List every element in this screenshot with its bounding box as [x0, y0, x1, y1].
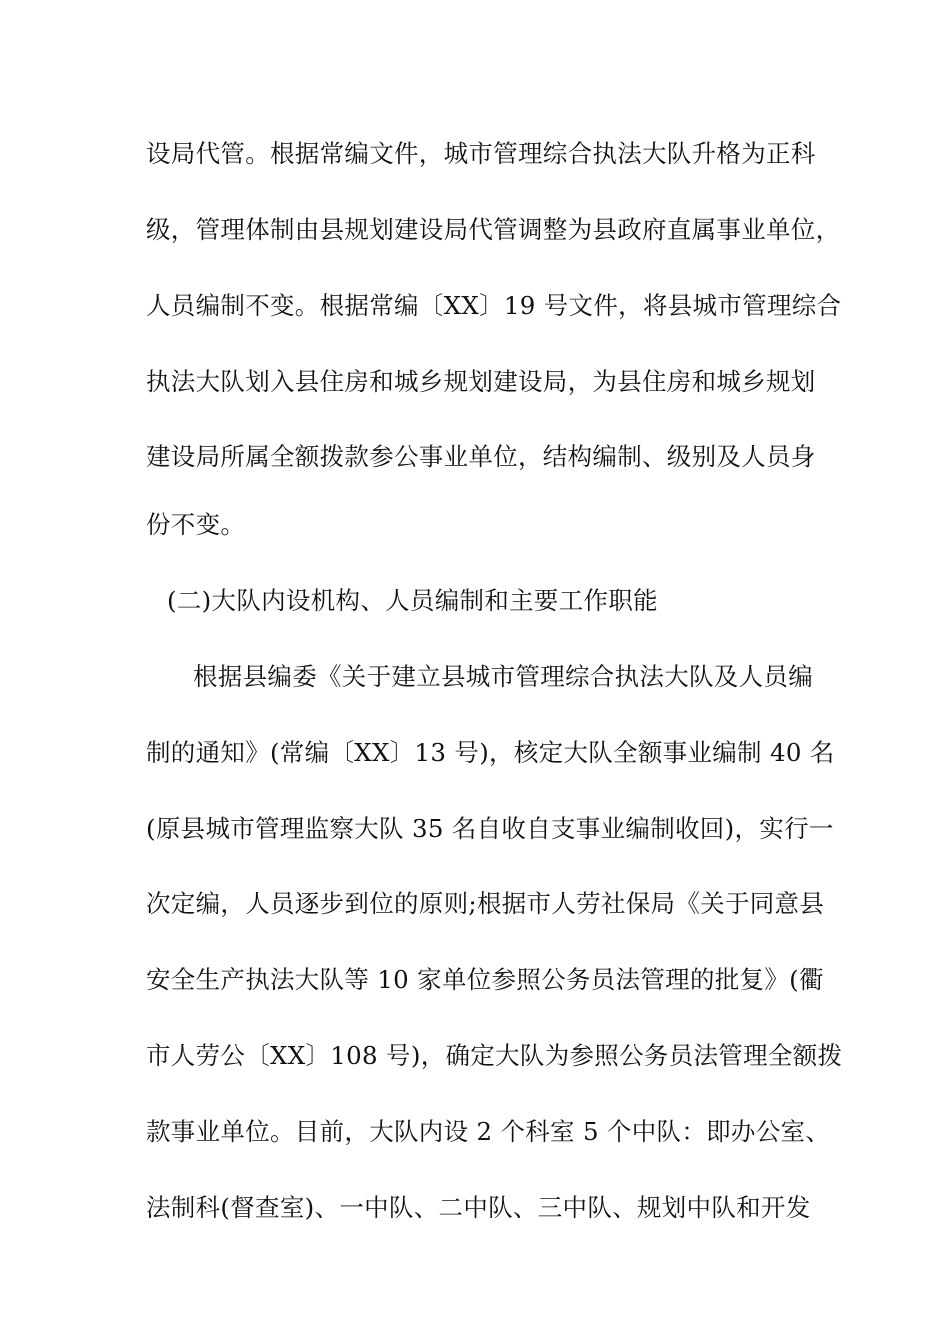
paragraph-line: (原县城市管理监察大队 35 名自收自支事业编制收回)，实行一	[146, 814, 834, 843]
paragraph-line: 根据县编委《关于建立县城市管理综合执法大队及人员编	[193, 662, 813, 691]
paragraph-line: 制的通知》(常编〔XX〕13 号)，核定大队全额事业编制 40 名	[146, 738, 835, 767]
paragraph-line: 执法大队划入县住房和城乡规划建设局，为县住房和城乡规划	[146, 367, 816, 396]
paragraph-line: 安全生产执法大队等 10 家单位参照公务员法管理的批复》(衢	[146, 965, 824, 994]
paragraph-line: 级，管理体制由县规划建设局代管调整为县政府直属事业单位，	[146, 215, 841, 244]
paragraph-line: 人员编制不变。根据常编〔XX〕19 号文件，将县城市管理综合	[146, 291, 842, 320]
paragraph-line: 建设局所属全额拨款参公事业单位，结构编制、级别及人员身	[146, 442, 816, 471]
paragraph-line: 款事业单位。目前，大队内设 2 个科室 5 个中队：即办公室、	[146, 1117, 831, 1146]
paragraph-line: 市人劳公〔XX〕108 号)，确定大队为参照公务员法管理全额拨	[146, 1041, 843, 1070]
paragraph-line: 设局代管。根据常编文件，城市管理综合执法大队升格为正科	[146, 139, 816, 168]
paragraph-line: 次定编，人员逐步到位的原则;根据市人劳社保局《关于同意县	[146, 889, 825, 918]
paragraph-line: 份不变。	[146, 510, 246, 539]
section-heading: (二)大队内设机构、人员编制和主要工作职能	[167, 586, 658, 615]
paragraph-line: 法制科(督查室)、一中队、二中队、三中队、规划中队和开发	[146, 1193, 811, 1222]
